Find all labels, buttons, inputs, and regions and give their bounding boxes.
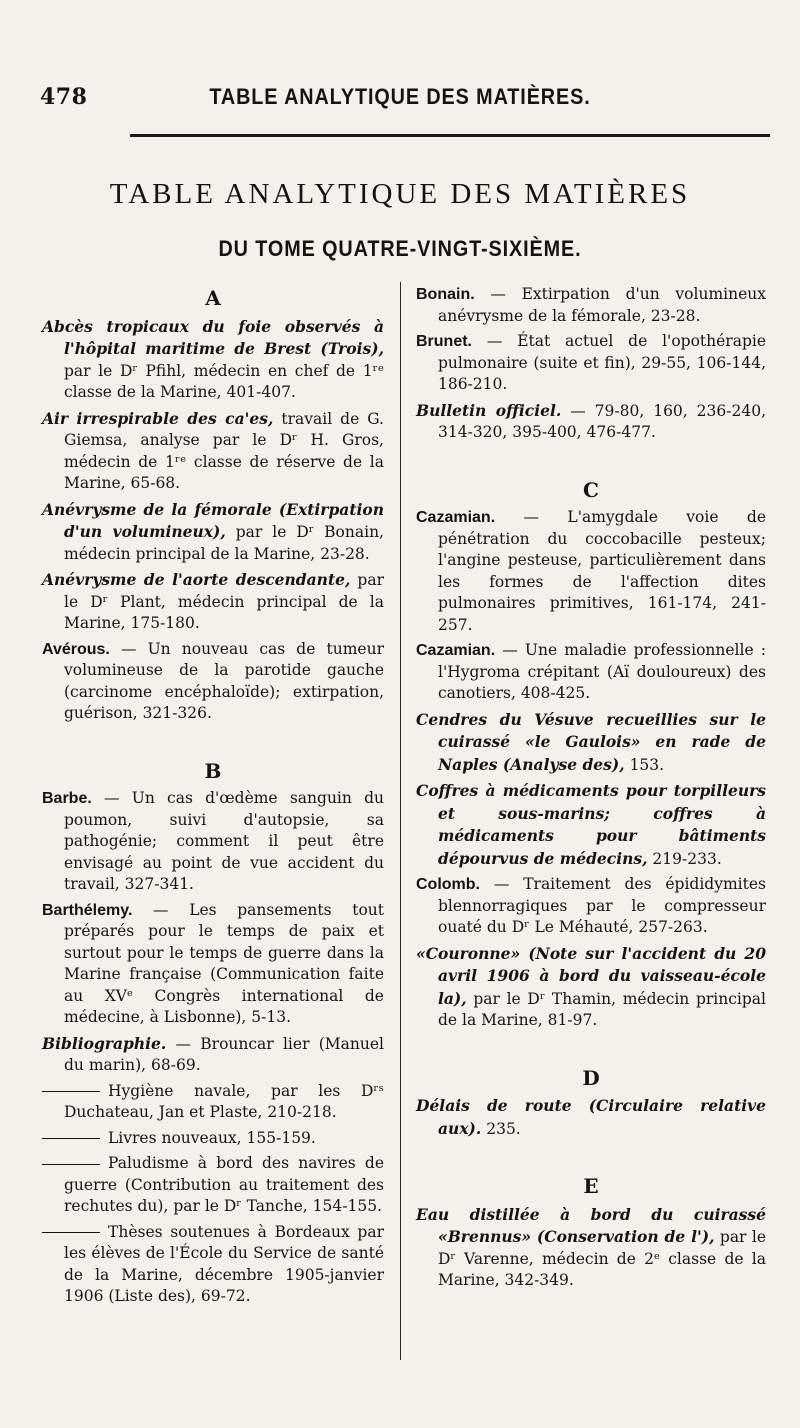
entry-heading: Brunet.	[416, 333, 472, 350]
entry-heading: Cendres du Vésuve recueillies sur le cuirassé «le Gaulois» en rade de Naples (Analyse des),	[416, 709, 766, 774]
section-letter-b: B	[204, 758, 222, 783]
entry-text: — 79-80, 160, 236-240, 314-320, 395-400, 476-477.	[438, 401, 766, 441]
entry-heading: Délais de route (Circulaire relative aux).	[416, 1096, 766, 1138]
index-subentry	[42, 1222, 384, 1308]
repeat-dash	[42, 1138, 100, 1139]
page-subtitle: DU TOME QUATRE-VINGT-SIXIÈME.	[218, 236, 582, 261]
entry-heading: Barthélemy.	[42, 901, 133, 919]
entry-text: par le Dʳ Pfihl, médecin en chef de 1ʳᵉ classe de la Marine, 401-407.	[64, 361, 384, 401]
entry-text: 235.	[481, 1119, 521, 1138]
repeat-dash	[42, 1091, 100, 1092]
section-letter-a: A	[205, 286, 221, 310]
entry-text: Paludisme à bord des navires de guerre (Contribution au traitement des rechutes du), par le Dʳ Tanche, 154-155.	[64, 1154, 384, 1215]
index-entry	[42, 900, 384, 1029]
entry-heading: Cazamian.	[416, 642, 496, 659]
index-entry	[416, 400, 766, 444]
repeat-dash	[42, 1164, 100, 1165]
entry-heading: Anévrysme de l'aorte descendante,	[42, 570, 351, 589]
entry-text: — Extirpation d'un volumineux anévrysme de la fémorale, 23-28.	[438, 285, 766, 325]
entry-text: — L'amygdale voie de pénétration du coccobacille pesteux; l'angine pesteuse, particulièrement dans les formes de l'affection dites pulmonaires primitives, 161-174, 241-257.	[438, 508, 766, 634]
index-entry	[42, 639, 384, 725]
entry-heading: Abcès tropicaux du foie observés à l'hôpital maritime de Brest (Trois),	[42, 316, 384, 358]
entry-heading: Coffres à médicaments pour torpilleurs et sous-marins; coffres à médicaments pour bâtiments dépourvus de médecins,	[416, 781, 766, 868]
entry-text: par le Dʳ Varenne, médecin de 2ᵉ classe de la Marine, 342-349.	[438, 1228, 767, 1289]
entry-text: travail de G. Giemsa, analyse par le Dʳ H. Gros, médecin de 1ʳᵉ classe de réserve de la Marine, 65-68.	[64, 409, 384, 492]
running-head	[40, 84, 760, 114]
entry-heading: Bulletin officiel.	[416, 400, 562, 420]
page-number: 478	[40, 84, 88, 110]
entry-text: — Un cas d'œdème sanguin du poumon, suivi d'autopsie, sa pathogénie; comment il peut être envisagé au point de vue accident du travail, 327-341.	[64, 789, 384, 893]
running-title: TABLE ANALYTIQUE DES MATIÈRES.	[209, 84, 591, 109]
section-letter-d: D	[582, 1065, 600, 1090]
index-entry	[42, 788, 384, 896]
entry-text: Livres nouveaux, 155-159.	[108, 1128, 316, 1147]
right-column	[416, 284, 766, 1296]
index-entry	[416, 943, 766, 1032]
index-entry	[42, 569, 384, 635]
index-entry	[416, 640, 766, 705]
entry-heading: Bonain.	[416, 286, 475, 303]
entry-heading: Bibliographie.	[42, 1033, 167, 1053]
entry-heading: Air irrespirable des ca'es,	[42, 408, 274, 428]
repeat-dash	[42, 1232, 100, 1233]
entry-heading: Anévrysme de la fémorale (Extirpation d'un volumineux),	[42, 499, 384, 541]
index-entry	[416, 1204, 766, 1292]
index-entry	[416, 507, 766, 636]
index-entry	[42, 1033, 384, 1077]
index-entry	[416, 284, 766, 327]
header-rule	[130, 134, 770, 137]
section-letter-c: C	[583, 477, 599, 502]
entry-text: 219-233.	[647, 849, 722, 868]
entry-text: — Une maladie professionnelle : l'Hygroma crépitant (Aï douloureux) des canotiers, 408-425.	[438, 641, 766, 702]
entry-text: — Traitement des épididymites blennorragiques par le compresseur ouaté du Dʳ Le Méhauté, 257-263.	[438, 875, 766, 936]
entry-text: par le Dʳ Plant, médecin principal de la Marine, 175-180.	[64, 571, 385, 632]
index-entry	[42, 408, 384, 495]
entry-text: — Les pansements tout préparés pour le temps de paix et surtout pour le temps de guerre dans la Marine française (Communication faite au XVᵉ Congrès international de médecine, à Lisbonne), 5-13.	[64, 900, 384, 1026]
section-letter-e: E	[583, 1174, 599, 1198]
entry-heading: Eau distillée à bord du cuirassé «Brennus» (Conservation de l'),	[416, 1204, 766, 1246]
index-entry	[416, 874, 766, 939]
index-entry	[42, 316, 384, 404]
entry-text: Thèses soutenues à Bordeaux par les élèves de l'École du Service de santé de la Marine, décembre 1905-janvier 1906 (Liste des), 69-72.	[64, 1222, 384, 1305]
index-subentry	[42, 1081, 384, 1124]
entry-text: — Un nouveau cas de tumeur volumineuse de la parotide gauche (carcinome encéphaloïde); extirpation, guérison, 321-326.	[64, 639, 384, 722]
index-entry	[416, 1095, 766, 1140]
entry-text: — État actuel de l'opothérapie pulmonaire (suite et fin), 29-55, 106-144, 186-210.	[438, 332, 766, 393]
left-column	[42, 280, 384, 1312]
entry-text: 153.	[624, 755, 665, 774]
column-divider	[400, 282, 401, 1360]
index-entry	[416, 780, 766, 870]
entry-heading: Colomb.	[416, 876, 480, 893]
entry-text: — Brouncar lier (Manuel du marin), 68-69.	[64, 1034, 384, 1074]
entry-heading: «Couronne» (Note sur l'accident du 20 avril 1906 à bord du vaisseau-école la),	[416, 943, 766, 1008]
index-entry	[416, 331, 766, 396]
entry-heading: Barbe.	[42, 790, 92, 807]
index-entry	[416, 709, 766, 777]
entry-heading: Avérous.	[42, 640, 110, 658]
index-subentry	[42, 1128, 384, 1150]
entry-text: Hygiène navale, par les Dʳˢ Duchateau, Jan et Plaste, 210-218.	[64, 1081, 384, 1121]
entry-heading: Cazamian.	[416, 509, 496, 526]
page-title: TABLE ANALYTIQUE DES MATIÈRES	[109, 178, 691, 210]
index-entry	[42, 499, 384, 566]
index-subentry	[42, 1153, 384, 1218]
entry-text: par le Dʳ Thamin, médecin principal de la Marine, 81-97.	[438, 989, 766, 1029]
entry-text: par le Dʳ Bonain, médecin principal de la Marine, 23-28.	[64, 523, 384, 563]
